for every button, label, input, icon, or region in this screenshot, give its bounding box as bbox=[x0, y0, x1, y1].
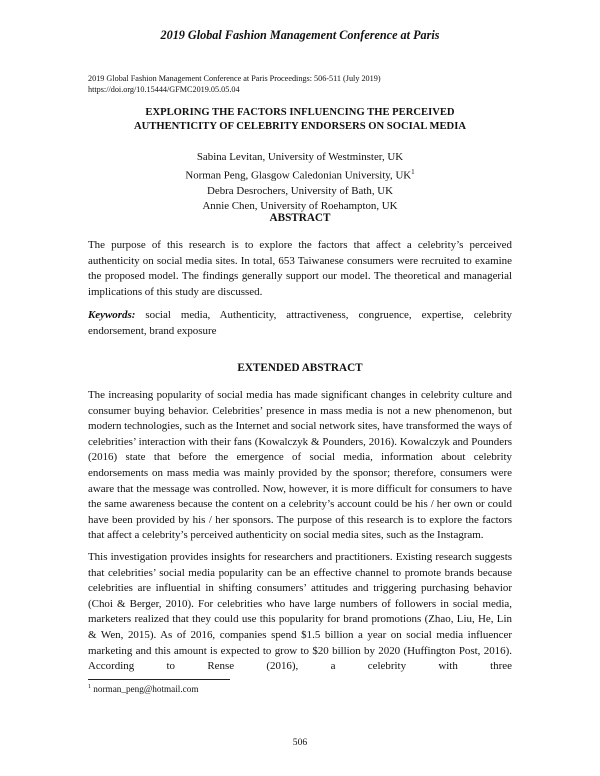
extended-abstract-paragraph-1: The increasing popularity of social media has made significant changes in celebrity culture and consumer buying behavior. Celebrities’ presence in mass media is not a new phenomenon, but modern technologies, such as the Internet and social network sites, have transformed the ways of celebrities’ interaction with their fans (Kowalczyk & Pounders, 2016). Kowalczyk and Pounders (2016) state that before the emergence of social media, information about celebrity endorsements on mass media was mainly provided by the sponsor; therefore, consumers were aware that the message was controlled. Now, however, it is more difficult for consumers to have the same awareness because the content on a celebrity’s account could be his / her own or could have been provided by his / her sponsors. The purpose of this research is to explore the factors that affect a celebrity’s perceived authenticity on social media sites, such as the Instagram. bbox=[88, 389, 513, 542]
footnote bbox=[88, 684, 388, 694]
title-line-2: AUTHENTICITY OF CELEBRITY ENDORSERS ON SOCIAL MEDIA bbox=[133, 121, 466, 132]
author-list bbox=[88, 150, 512, 214]
footnote-divider bbox=[88, 679, 230, 680]
author-4: Annie Chen, University of Roehampton, UK bbox=[202, 199, 398, 212]
proceedings-citation bbox=[88, 74, 518, 95]
footnote-email[interactable]: norman_peng@hotmail.com bbox=[91, 684, 199, 695]
extended-abstract-paragraph-2: This investigation provides insights for researchers and practitioners. Existing research suggests that celebrities’ social media popularity can be an effective channel to promote brands because celebrities are influential in shifting consumers’ attitudes and triggering purchasing behavior (Choi & Berger, 2010). For celebrities who have large numbers of followers in social media, marketers realized that they could use this popularity for brand promotions (Zhao, Liu, He, Lin & Wen, 2015). As of 2016, companies spend $1.5 billion a year on social media influencer marketing and this amount is expected to grow to $20 billion by 2020 (Huffington Post, 2016). According to Rense (2016), a celebrity with three bbox=[88, 551, 512, 673]
running-head: 2019 Global Fashion Management Conference at Paris bbox=[160, 28, 440, 42]
title-line-1: EXPLORING THE FACTORS INFLUENCING THE PERCEIVED bbox=[145, 107, 455, 118]
abstract-text: The purpose of this research is to explore the factors that affect a celebrity’s perceived authenticity on social media sites. In total, 653 Taiwanese consumers were recruited to examine the proposed model. The findings generally support our model. The theoretical and managerial implications of this study are discussed. bbox=[88, 239, 512, 298]
extended-abstract-heading: EXTENDED ABSTRACT bbox=[237, 362, 363, 374]
keywords-label: Keywords: bbox=[88, 309, 136, 321]
author-3: Debra Desrochers, University of Bath, UK bbox=[207, 184, 393, 197]
author-2 bbox=[88, 165, 512, 184]
doi-line[interactable]: https://doi.org/10.15444/GFMC2019.05.05.04 bbox=[88, 84, 240, 94]
proceedings-line: 2019 Global Fashion Management Conference at Paris Proceedings: 506-511 (July 2019) bbox=[88, 74, 381, 83]
keywords bbox=[88, 308, 512, 339]
author-2-text: Norman Peng, Glasgow Caledonian University, UK bbox=[185, 169, 412, 182]
keywords-text: social media, Authenticity, attractiveness, congruence, expertise, celebrity endorsement, brand exposure bbox=[88, 309, 512, 337]
abstract-heading: ABSTRACT bbox=[269, 212, 331, 224]
author-1: Sabina Levitan, University of Westminster, UK bbox=[196, 151, 404, 163]
paper-title bbox=[88, 106, 512, 134]
footnote-mark: 1 bbox=[88, 684, 91, 690]
author-footnote-mark[interactable]: 1 bbox=[411, 168, 415, 176]
page-number: 506 bbox=[292, 737, 308, 748]
